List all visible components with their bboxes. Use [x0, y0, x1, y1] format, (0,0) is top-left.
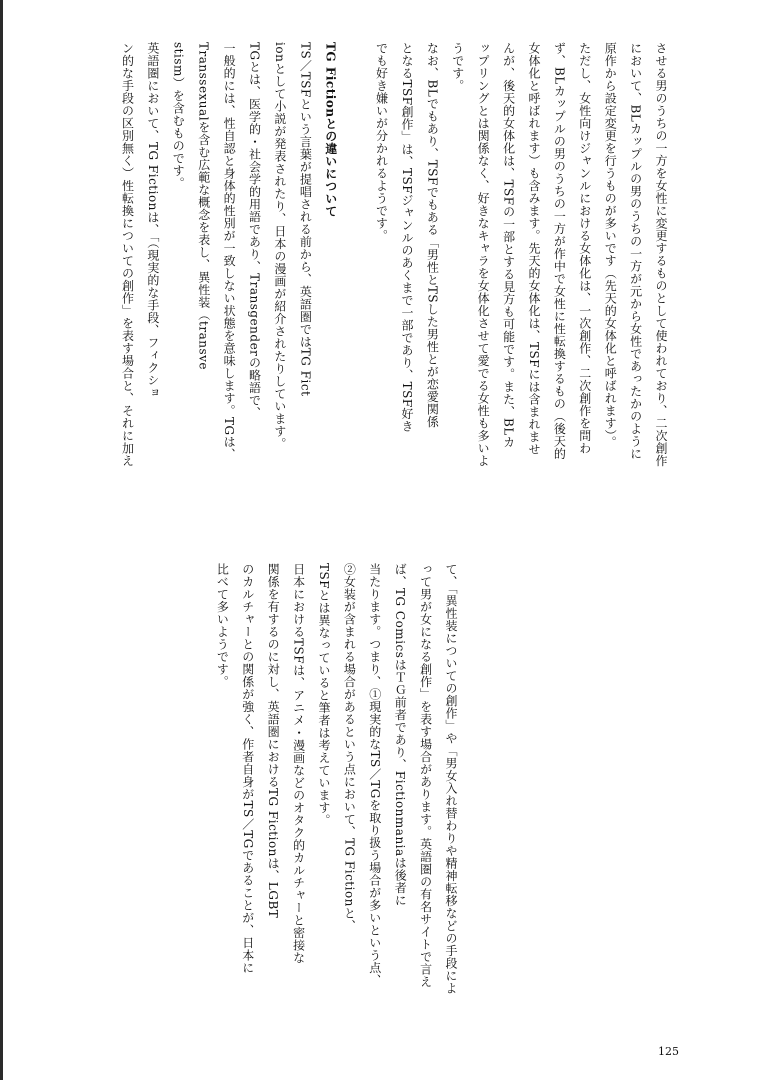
text-line: ②女装が含まれる場合があるという点において、TG Fictionと、 [342, 563, 357, 932]
text-line: 英語圏において、TG Fictionは、「（現実的な手段、フィクショ [145, 42, 160, 399]
text-line: って男が女になる創作」を表す場合があります。英語圏の有名サイトで言え [418, 563, 433, 988]
text-line: TSFとは異なっていると筆者は考えています。 [316, 563, 331, 827]
text-line: 日本におけるTSFは、アニメ・漫画などのオタク的カルチャーと密接な [291, 563, 306, 965]
blank-line [343, 42, 368, 494]
text-line: 比べて多いようです。 [215, 563, 230, 688]
text-line: TS／TSFという言葉が提唱される前から、英語圏ではTG Fict [298, 42, 313, 397]
text-line: ップリングとは関係なく、好きなキャラを女体化させて愛でる女性も多いよ [476, 42, 491, 467]
text-line: ただし、女性向けジャンルにおける女体化は、一次創作、二次創作を問わ [577, 42, 592, 455]
text-line: 関係を有するのに対し、英語圏におけるTG Fictionは、LGBT [266, 563, 281, 919]
text-line: stism）を含むものです。 [171, 42, 186, 190]
text-line: ン的な手段の区別無く）性転換についての創作」を表す場合と、それに加え [120, 42, 135, 467]
text-line: となるTSF創作」は、TSFジャンルのあくまで一部であり、TSF好き [399, 42, 414, 433]
text-line: させる男のうちの一方を女性に変更するものとして使われており、二次創作 [654, 42, 668, 467]
text-line: んが、後天的女体化は、TSFの一部とする見方も可能です。また、BLカ [501, 42, 516, 449]
lower-text-block [215, 563, 463, 1023]
text-line: なお、BLでもあり、TSFでもある「男性とTSした男性とが恋愛関係 [425, 42, 440, 429]
text-line: ば、TG ComicsはＴＧ前者であり、Fictionmaniaは後者に [393, 563, 408, 907]
text-line: 当たります。つまり、①現実的なTS／TGを取り扱う場合が多いという点、 [367, 563, 382, 987]
text-line: のカルチャーとの関係が強く、作者自身がTS／TGであることが、日本に [240, 563, 255, 974]
text-line: て、「異性装についての創作」や「男女入れ替わりや精神転移などの手段によ [444, 563, 458, 995]
text-line: TGとは、医学的・社会学的用語であり、Transgenderの略語で、 [247, 42, 262, 419]
text-line: ionとして小説が発表されたり、日本の漫画が紹介されたりしています。 [272, 42, 287, 450]
text-line: において、BLカップルの男のうちの一方が元から女性であったかのように [628, 42, 643, 460]
text-line: でも好き嫌いが分かれるようです。 [374, 42, 389, 242]
text-line: Transsexualを含む広範な概念を表し、異性装（transve [196, 42, 211, 371]
text-line: 一般的には、性自認と身体的性別が一致しない状態を意味します。TGは、 [222, 42, 237, 461]
page-edge [0, 0, 3, 1080]
text-line: うです。 [450, 42, 465, 92]
text-line: 原作から設定変更を行うものが多いです（先天的女体化と呼ばれます）。 [603, 42, 618, 449]
text-line: ず、BLカップルの男のうちの一方が作中で女性に性転換するもの（後天的 [552, 42, 567, 460]
text-line: 女体化と呼ばれます）も含みます。先天的女体化は、TSFには含まれませ [526, 42, 541, 456]
page-number: 125 [658, 1045, 679, 1058]
section-heading: TG Fictionとの違いについて [323, 42, 338, 218]
upper-text-block [120, 42, 673, 494]
